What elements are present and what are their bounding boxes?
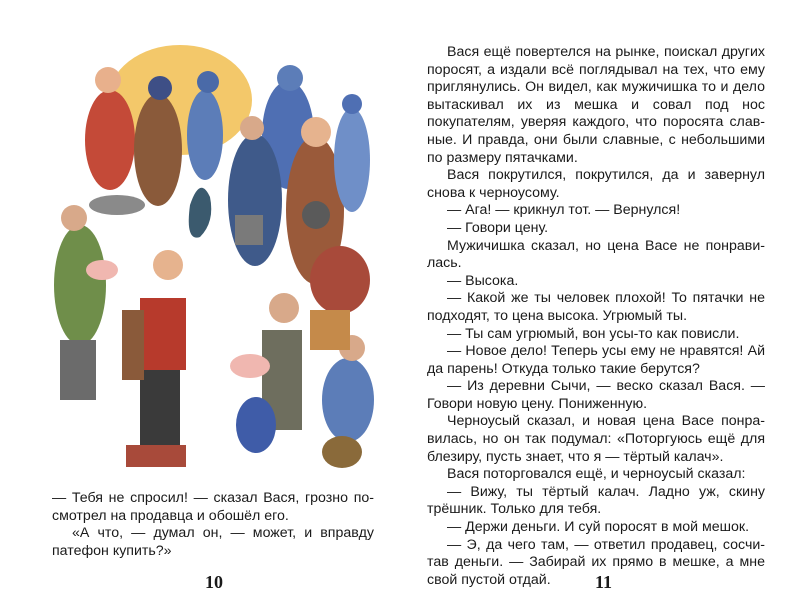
- page-number: 11: [595, 572, 613, 592]
- figure-head: [342, 94, 362, 114]
- vasya-body: [140, 298, 186, 370]
- market-illustration: [40, 40, 380, 480]
- vasya-boots: [126, 445, 186, 467]
- figure-blue-hat: [334, 108, 370, 212]
- pig: [230, 354, 270, 378]
- basket: [89, 195, 145, 215]
- paragraph: Вася поторговался ещё, и черноусый сказал:: [447, 466, 746, 483]
- paragraph: — Говори цену.: [447, 219, 549, 236]
- vasya-coat: [122, 310, 144, 380]
- figure-head: [148, 76, 172, 100]
- paragraph: — Какой же ты человек плохой! То пятачки не подходят, то цена высока. Угрюмый ты.: [427, 290, 765, 324]
- vasya-head: [153, 250, 183, 280]
- figure-woman-red-hat: [85, 90, 135, 190]
- paragraph: Мужичишка сказал, но цена Васе не понравилась.: [427, 237, 765, 272]
- figure-head: [301, 117, 331, 147]
- page-number: 10: [205, 572, 223, 592]
- figure-legs: [60, 340, 96, 400]
- figure-old-woman-right: [322, 358, 374, 442]
- figure-head: [277, 65, 303, 91]
- paragraph: «А что, — думал он, — может, и вправду патефон купить?»: [52, 525, 374, 559]
- paragraph: — Ага! — крикнул тот. — Вернулся!: [447, 202, 681, 219]
- paragraph: — Вижу, ты тёртый калач. Ладно уж, скину трёшник. Только для тебя.: [427, 483, 765, 518]
- paragraph: — Тебя не спросил! — сказал Вася, грозно посмотрел на продавца и обошёл его.: [52, 490, 374, 524]
- paragraph: — Новое дело! Теперь усы ему не нравятся! Ай да парень! Откуда только такие берутся?: [427, 343, 765, 377]
- vasya-legs: [140, 370, 180, 450]
- figure-head: [269, 293, 299, 323]
- figure-man-green-coat: [54, 225, 106, 345]
- figure-head: [95, 67, 121, 93]
- paragraph: Вася покрутился, покрутился, да и завернул снова к черноусому.: [427, 167, 765, 201]
- figure-man-blue: [187, 90, 223, 180]
- bird-goose: [189, 188, 212, 238]
- paragraph: Вася ещё повертелся на рынке, поискал других поросят, а издали всё поглядывал на тех, что ему приглянулись. Он видел, как мужичишка то и дело вытаскивал их из мешка и совал под нос покупателям, уверяя каждого, что поросята славные. И правда, они были славные, с небольшими по размеру пятачками.: [427, 44, 765, 166]
- figure-old-woman: [310, 246, 370, 314]
- paragraph: — Держи деньги. И суй поросят в мой мешок.: [447, 519, 750, 536]
- wooden-crate: [310, 310, 350, 350]
- sack-blue: [236, 397, 276, 453]
- figure-woman-blue-scarf: [134, 94, 182, 206]
- figure-head: [197, 71, 219, 93]
- paragraph: Черноусый сказал, и новая цена Васе понравилась, но он так подумал: «Поторгуюсь ещё для блезиру, пусть знает, что я — тёртый калач».: [427, 413, 765, 465]
- left-page-text: [52, 490, 374, 560]
- kettle: [302, 201, 330, 229]
- figure-head: [61, 205, 87, 231]
- paragraph: — Э, да чего там, — ответил продавец, сосчитав деньги. — Забирай их прямо в мешке, а мне свой пустой отдай.: [427, 536, 765, 588]
- pig: [86, 260, 118, 280]
- paragraph: — Из деревни Сычи, — веско сказал Вася. — Говори новую цену. Пониженную.: [427, 378, 765, 412]
- paragraph: — Ты сам угрюмый, вон усы-то как повисли.: [447, 325, 740, 342]
- figure-woman-blue-dress: [228, 134, 282, 266]
- basket-with-chicken: [322, 436, 362, 468]
- paragraph: — Высока.: [447, 272, 519, 289]
- shopping-bag: [235, 215, 263, 245]
- right-page-text: [427, 44, 765, 589]
- figure-head: [240, 116, 264, 140]
- right-page: [400, 0, 800, 606]
